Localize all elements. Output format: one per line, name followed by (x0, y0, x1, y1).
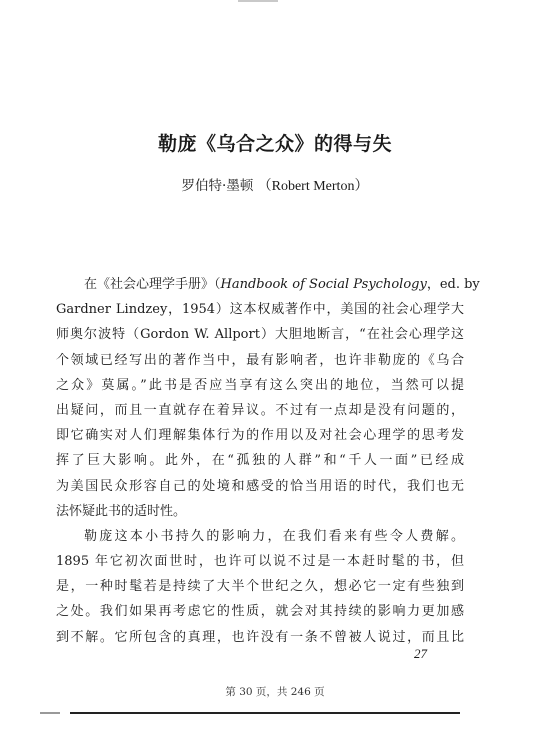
page-number: 27 (414, 646, 427, 661)
text-line: 在《社会心理学手册》（Handbook of Social Psychology，ed. by (84, 277, 480, 292)
book-title-en: Handbook of Social Psychology (220, 277, 427, 292)
author-name-en: （Robert Merton） (257, 179, 369, 194)
scan-artifact (238, 0, 278, 2)
paragraph-1 (56, 272, 480, 524)
chapter-title: 勒庞《乌合之众》的得与失 (157, 133, 392, 155)
text-line: 即它确实对人们理解集体行为的作用以及对社会心理学的思考发 (56, 428, 464, 444)
text-line: 勒庞这本小书持久的影响力，在我们看来有些令人费解。 (84, 528, 464, 544)
text-line: 之处。我们如果再考虑它的性质，就会对其持续的影响力更加感 (56, 604, 464, 620)
paragraph-2 (56, 524, 464, 650)
text-line: 1895 年它初次面世时，也许可以说不过是一本赶时髦的书，但 (56, 554, 464, 570)
text-line: 个领域已经写出的著作当中，最有影响者，也许非勒庞的《乌合 (56, 352, 464, 368)
bottom-rule (40, 712, 460, 714)
text-line: 为美国民众形容自己的处境和感受的恰当用语的时代，我们也无 (56, 478, 464, 494)
author-line (0, 174, 550, 195)
text-line: 法怀疑此书的适时性。 (56, 503, 187, 519)
text-line: 之众》莫属。”此书是否应当享有这么突出的地位，当然可以提 (56, 377, 464, 393)
body-text (56, 272, 480, 650)
text-line: 挥了巨大影响。此外，在“孤独的人群”和“千人一面”已经成 (56, 453, 464, 469)
text-line: Gardner Lindzey，1954）这本权威著作中，美国的社会心理学大 (56, 302, 464, 318)
text-line: 出疑问，而且一直就存在着异议。不过有一点却是没有问题的， (56, 402, 464, 418)
page-footer: 第 30 页，共 246 页 (225, 686, 325, 698)
text-line: 师奥尔波特（Gordon W. Allport）大胆地断言，“在社会心理学这 (56, 327, 464, 343)
text-line: 是，一种时髦若是持续了大半个世纪之久，想必它一定有些独到 (56, 579, 464, 595)
author-name-cn: 罗伯特·墨顿 (181, 178, 254, 194)
text-line: 到不解。它所包含的真理，也许没有一条不曾被人说过，而且比 (56, 629, 464, 645)
